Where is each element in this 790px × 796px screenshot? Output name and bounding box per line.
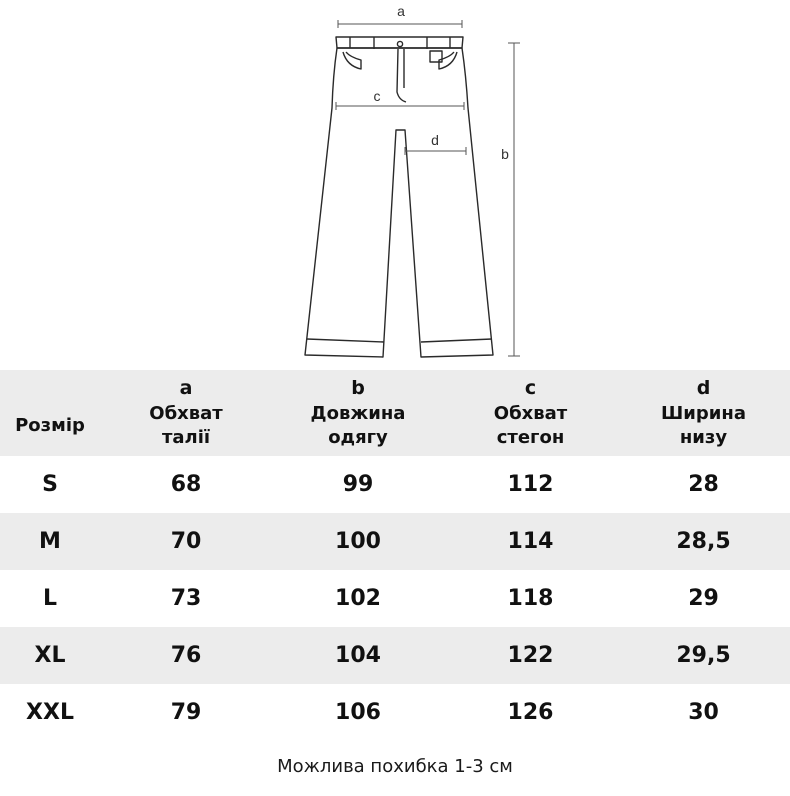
- header-hem-width: [617, 370, 790, 456]
- cell-hem-width: 30: [688, 700, 719, 725]
- header-letter: c: [524, 376, 537, 399]
- table-row: [0, 570, 790, 627]
- table-header-row: [0, 370, 790, 456]
- cell-waist: 70: [170, 529, 202, 554]
- table-row: [0, 684, 790, 741]
- cell-hem-width: 29: [688, 586, 719, 611]
- cell-hips: 118: [507, 586, 554, 611]
- cell-waist: 68: [170, 472, 202, 497]
- measurement-lines: [336, 20, 520, 356]
- cell-size: M: [39, 529, 61, 554]
- size-chart-table: [0, 370, 790, 741]
- header-letter: d: [696, 376, 711, 399]
- cell-hips: 126: [507, 700, 554, 725]
- table-row: [0, 513, 790, 570]
- cell-length: 99: [342, 472, 374, 497]
- header-name: Ширина низу: [661, 402, 746, 448]
- measurement-label-d: d: [431, 132, 439, 148]
- header-name: Обхват талії: [149, 402, 223, 448]
- tolerance-note: Можлива похибка 1-3 см: [277, 756, 513, 777]
- cell-hips: 114: [507, 529, 554, 554]
- measurement-label-a: a: [397, 3, 405, 19]
- measurement-label-c: c: [373, 88, 381, 104]
- cell-size: XL: [34, 643, 66, 668]
- cell-hem-width: 29,5: [676, 643, 731, 668]
- header-name: Довжина одягу: [310, 402, 406, 448]
- header-hips: [444, 370, 617, 456]
- cell-waist: 79: [170, 700, 202, 725]
- measurement-label-b: b: [501, 146, 509, 162]
- header-name: Обхват стегон: [493, 402, 568, 448]
- header-length: [272, 370, 444, 456]
- cell-size: S: [42, 472, 58, 497]
- cell-size: L: [42, 586, 58, 611]
- jeans-measurement-diagram: [0, 0, 790, 370]
- cell-length: 100: [335, 529, 381, 554]
- cell-length: 106: [335, 700, 381, 725]
- table-row: [0, 627, 790, 684]
- header-size: Розмір: [15, 415, 85, 436]
- header-waist: [100, 370, 272, 456]
- cell-length: 104: [335, 643, 381, 668]
- jeans-outline-icon: [305, 37, 493, 357]
- cell-hem-width: 28: [688, 472, 719, 497]
- cell-waist: 73: [170, 586, 202, 611]
- cell-length: 102: [335, 586, 381, 611]
- cell-hem-width: 28,5: [676, 529, 731, 554]
- table-row: [0, 456, 790, 513]
- cell-size: XXL: [26, 700, 74, 725]
- header-letter: a: [179, 376, 193, 399]
- header-letter: b: [351, 376, 365, 399]
- cell-hips: 112: [507, 472, 554, 497]
- cell-hips: 122: [507, 643, 554, 668]
- cell-waist: 76: [170, 643, 202, 668]
